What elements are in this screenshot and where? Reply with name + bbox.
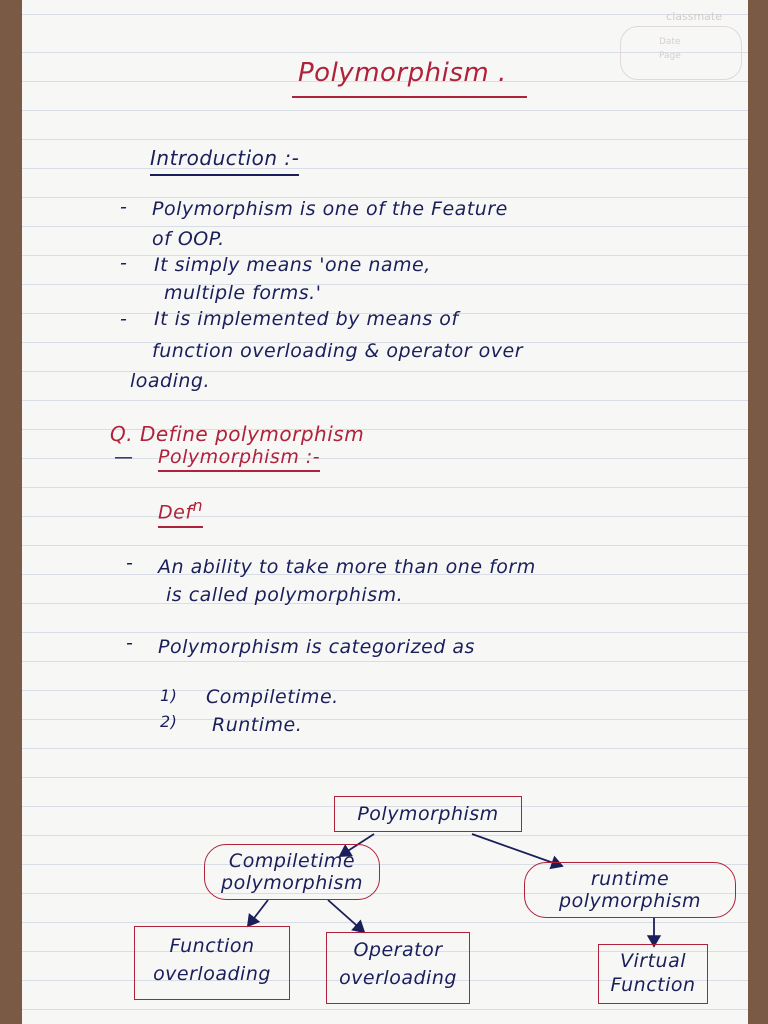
answer-heading-text: Polymorphism :- xyxy=(158,446,320,472)
diagram-function-line-1: Function xyxy=(169,935,255,957)
diagram-runtime-line-2: polymorphism xyxy=(559,890,701,912)
answer-dash: — xyxy=(114,446,134,468)
definition-line-1: An ability to take more than one form xyxy=(158,556,536,578)
page-title: Polymorphism . xyxy=(292,58,527,98)
definition-label-sup: n xyxy=(192,496,204,515)
category-2-label: Runtime. xyxy=(212,714,303,736)
bullet-3-line-2: function overloading & operator over xyxy=(152,340,524,362)
bullet-1-line-2: of OOP. xyxy=(152,228,225,250)
diagram-function-line-2: overloading xyxy=(153,963,271,985)
diagram-virtual-line-2: Function xyxy=(610,974,696,996)
definition-line-2: is called polymorphism. xyxy=(166,584,404,606)
diagram-operator-line-1: Operator xyxy=(353,939,443,961)
bullet-dash: - xyxy=(126,632,134,654)
bullet-1-line-1: Polymorphism is one of the Feature xyxy=(152,198,508,220)
brand-logo: classmate xyxy=(666,10,722,23)
date-label: Date xyxy=(659,37,681,47)
diagram-virtual-line-1: Virtual xyxy=(619,950,686,972)
diagram-virtual-function-box xyxy=(598,944,708,1004)
bullet-dash: - xyxy=(120,308,128,330)
bullet-3-line-3: loading. xyxy=(130,370,211,392)
bullet-2-line-2: multiple forms.' xyxy=(164,282,322,304)
category-2-number: 2) xyxy=(160,712,178,731)
question: Q. Define polymorphism xyxy=(110,422,365,446)
bullet-dash: - xyxy=(126,552,134,574)
diagram-operator-line-2: overloading xyxy=(339,967,457,989)
diagram-runtime-line-1: runtime xyxy=(590,868,670,890)
diagram-operator-overloading-box xyxy=(326,932,470,1004)
diagram-function-overloading-box xyxy=(134,926,290,1000)
diagram-compile-line-1: Compiletime xyxy=(228,850,356,872)
diagram-root-label: Polymorphism xyxy=(357,803,499,825)
bullet-3-line-1: It is implemented by means of xyxy=(154,308,459,330)
bullet-dash: - xyxy=(120,196,128,218)
diagram-compile-line-2: polymorphism xyxy=(221,872,363,894)
arrow-compile-to-operator xyxy=(328,900,364,932)
diagram-compile-box xyxy=(204,844,380,900)
bullet-2-line-1: It simply means 'one name, xyxy=(154,254,431,276)
categorized-line: Polymorphism is categorized as xyxy=(158,636,475,658)
category-1-label: Compiletime. xyxy=(206,686,339,708)
intro-heading: Introduction :- xyxy=(150,146,299,176)
category-1-number: 1) xyxy=(160,686,178,705)
arrow-compile-to-function xyxy=(248,900,268,926)
diagram-root-box xyxy=(334,796,522,832)
definition-label-text: Def xyxy=(158,501,193,524)
diagram-runtime-box xyxy=(524,862,736,918)
page-label: Page xyxy=(659,51,681,61)
notebook-page xyxy=(22,0,748,1024)
bullet-dash: - xyxy=(120,252,128,274)
